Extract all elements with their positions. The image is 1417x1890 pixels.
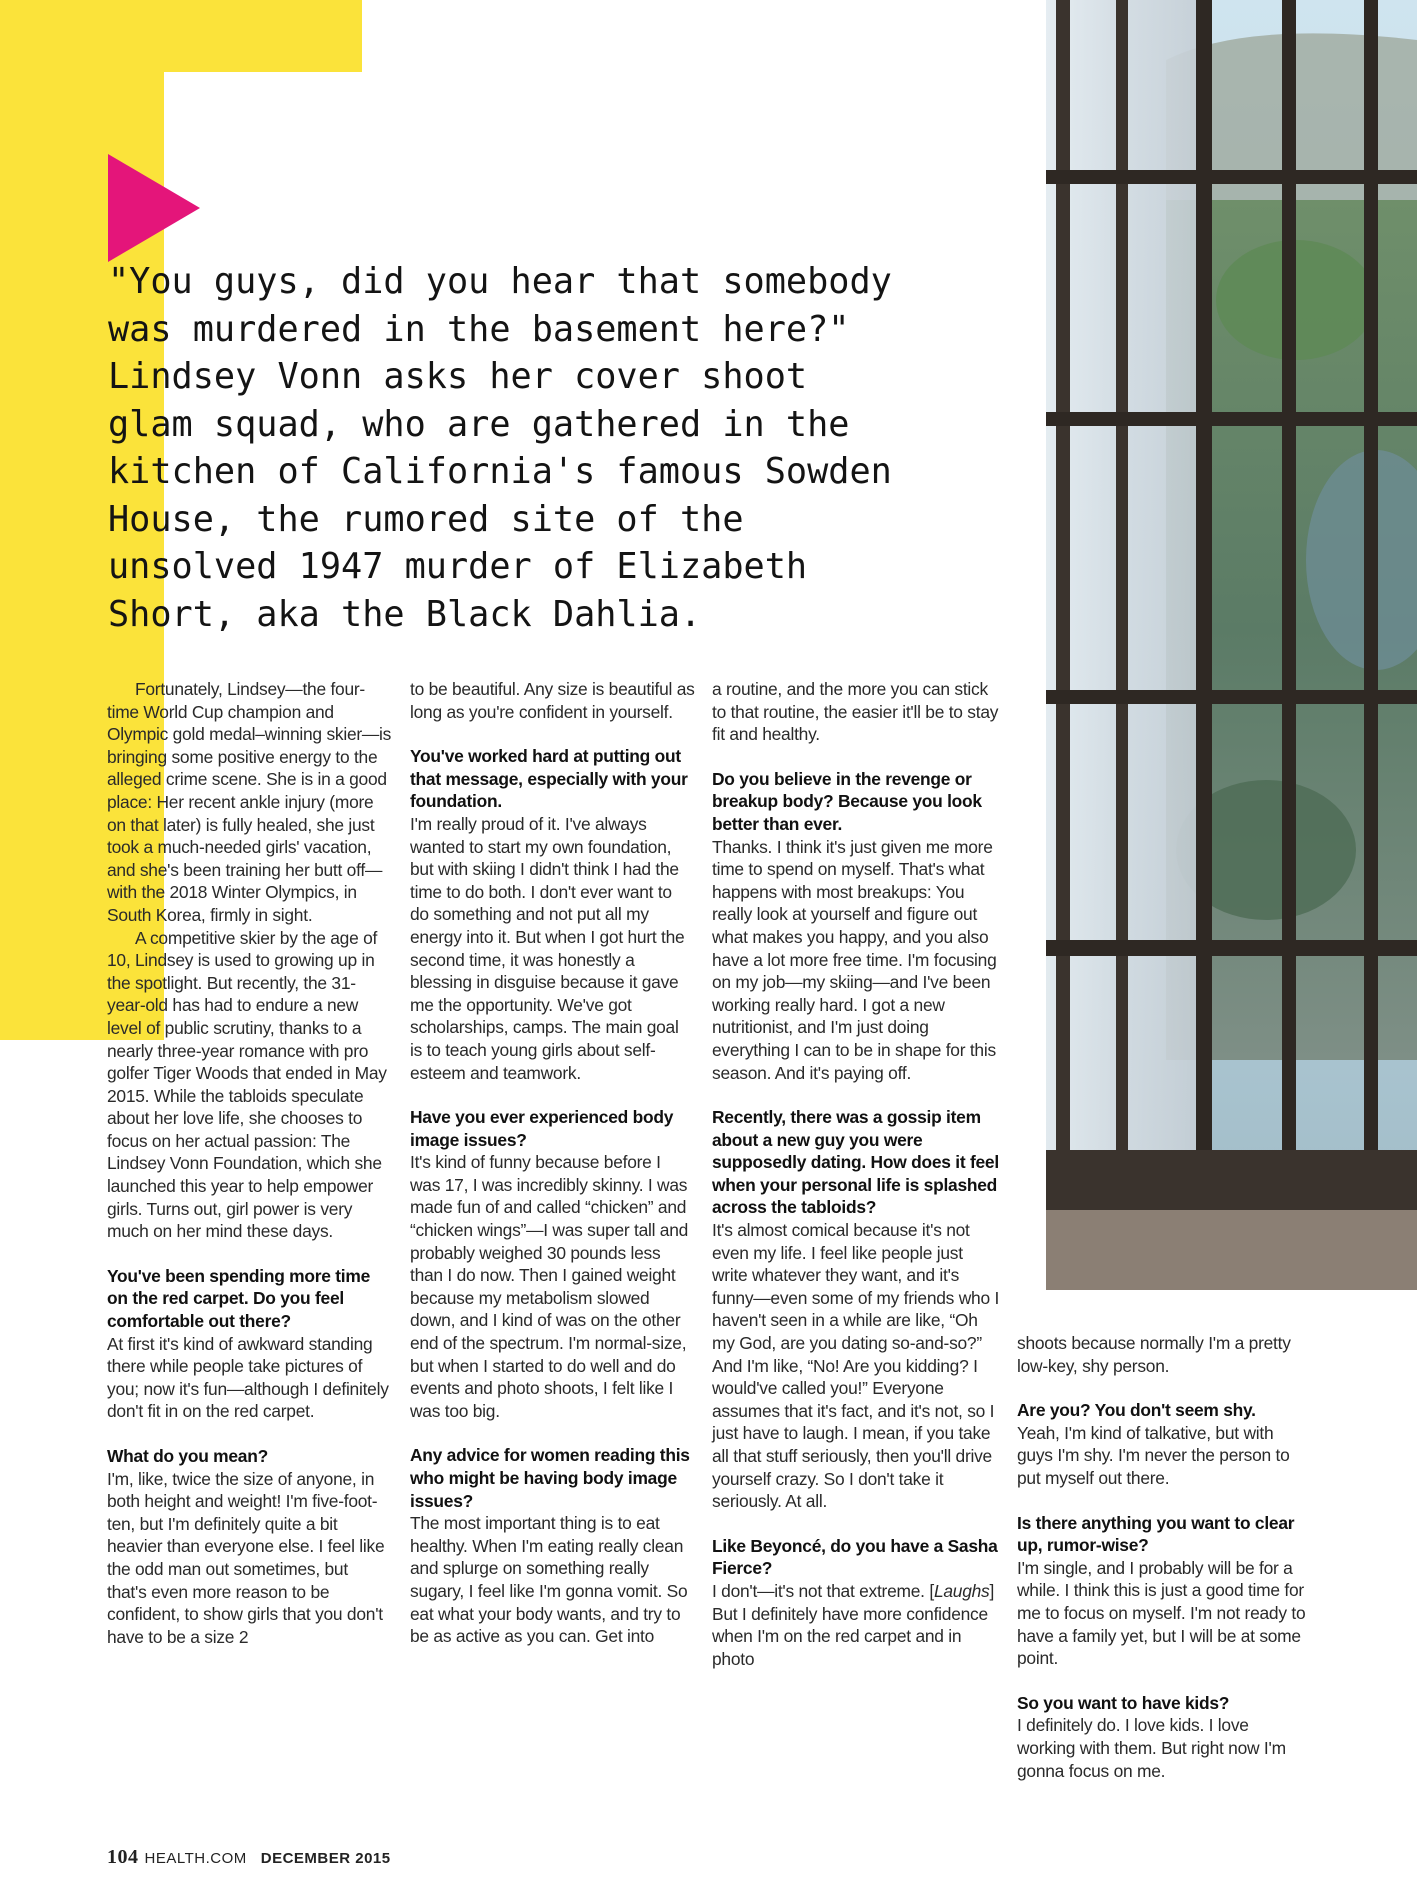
interview-question: What do you mean? bbox=[107, 1446, 268, 1466]
article-column-1 bbox=[107, 678, 392, 1648]
interview-question: Have you ever experienced body image issues? bbox=[410, 1107, 674, 1150]
folio bbox=[107, 1846, 391, 1869]
interview-answer: I'm really proud of it. I've always wanted to start my own foundation, but with skiing I didn't think I had the time to do both. I don't ever want to do something and not put all my energy into it. But when I got hurt the second time, it was honestly a blessing in disguise because it gave me the opportunity. We've got scholarships, camps. The main goal is to teach young girls about self-esteem and teamwork. bbox=[410, 813, 685, 1083]
answer-text: ] But I definitely have more confidence when I'm on the red carpet and in photo bbox=[712, 1580, 995, 1669]
play-arrow-icon bbox=[108, 154, 200, 262]
article-column-4 bbox=[1017, 1332, 1307, 1782]
interview-question: Are you? You don't seem shy. bbox=[1017, 1400, 1256, 1421]
interview-answer: to be beautiful. Any size is beautiful as long as you're confident in yourself. bbox=[410, 679, 695, 722]
interview-answer: Yeah, I'm kind of talkative, but with guys I'm shy. I'm never the person to put myself out there. bbox=[1017, 1422, 1290, 1488]
interview-question: Like Beyoncé, do you have a Sasha Fierce? bbox=[712, 1535, 998, 1579]
interview-answer: It's kind of funny because before I was 17, I was incredibly skinny. I was made fun of and called “chicken” and “chicken wings”—I was super tall and probably weighed 30 pounds less than I do now. Then I gained weight because my metabolism slowed down, and I kind of was on the other end of the spectrum. I'm normal-size, but when I started to do well and do events and photo shoots, I felt like I was too big. bbox=[410, 1152, 689, 1421]
interview-question: So you want to have kids? bbox=[1017, 1692, 1230, 1713]
body-paragraph: Fortunately, Lindsey—the four-time World Cup champion and Olympic gold medal–winning skier—is bringing some positive energy to the alleged crime scene. She is in a good place: Her recent ankle injury (more on that later) is fully healed, she just took a much-needed girls' vacation, and she's been training her butt off—with the 2018 Winter Olympics, in South Korea, firmly in sight. bbox=[107, 679, 392, 925]
interview-answer: I'm single, and I probably will be for a while. I think this is just a good time for me to focus on myself. I'm not ready to have a family yet, but I will be at some point. bbox=[1017, 1557, 1306, 1669]
body-paragraph: A competitive skier by the age of 10, Lindsey is used to growing up in the spotlight. But recently, the 31-year-old has had to endure a new level of public scrutiny, thanks to a nearly three-year romance with pro golfer Tiger Woods that ended in May 2015. While the tabloids speculate about her love life, she chooses to focus on her actual passion: The Lindsey Vonn Foundation, which she launched this year to help empower girls. Turns out, girl power is very much on her mind these days. bbox=[107, 927, 387, 1242]
site-name: HEALTH.COM bbox=[144, 1850, 247, 1867]
interview-answer bbox=[712, 1580, 1002, 1670]
interview-question: Is there anything you want to clear up, rumor-wise? bbox=[1017, 1512, 1295, 1556]
interview-answer: It's almost comical because it's not even my life. I feel like people just write whatever they want, and it's funny—even some of my friends who I haven't seen in a while are like, “Oh my God, are you dating so-and-so?” And I'm like, “No! Are you kidding? I would've called you!” Everyone assumes that it's fact, and it's not, so I just have to laugh. I mean, if you take all that stuff seriously, then you'll drive yourself crazy. So I don't take it seriously. At all. bbox=[712, 1220, 1000, 1512]
interview-question: Recently, there was a gossip item about a new guy you were supposedly dating. How does it feel when your personal life is splashed across the tabloids? bbox=[712, 1107, 999, 1218]
interview-question: Do you believe in the revenge or breakup body? Because you look better than ever. bbox=[712, 768, 982, 834]
interview-answer: Thanks. I think it's just given me more time to spend on myself. That's what happens with most breakups: You really look at yourself and figure out what makes you happy, and you also have a lot more free time. I'm focusing on my job—my skiing—and I've been working really hard. I got a new nutritionist, and I'm just doing everything I can to be in shape for this season. And it's paying off. bbox=[712, 836, 997, 1083]
article-column-2 bbox=[410, 678, 695, 1648]
answer-text: I don't—it's not that extreme. [ bbox=[712, 1580, 934, 1601]
issue-date: DECEMBER 2015 bbox=[260, 1850, 391, 1867]
interview-answer: I definitely do. I love kids. I love working with them. But right now I'm gonna focus on me. bbox=[1017, 1715, 1286, 1781]
pull-quote: "You guys, did you hear that somebody was murdered in the basement here?" Lindsey Vonn asks her cover shoot glam squad, who are gathered in the kitchen of California's famous Sowden House, the rumored site of the unsolved 1947 murder of Elizabeth Short, aka the Black Dahlia. bbox=[108, 261, 892, 635]
laughs-aside: Laughs bbox=[933, 1580, 990, 1601]
article-column-3 bbox=[712, 678, 1002, 1670]
interview-question: Any advice for women reading this who might be having body image issues? bbox=[410, 1445, 690, 1511]
interview-question: You've been spending more time on the red carpet. Do you feel comfortable out there? bbox=[107, 1265, 371, 1332]
interview-answer: At first it's kind of awkward standing there while people take pictures of you; now it's fun—although I definitely don't fit in on the red carpet. bbox=[107, 1333, 389, 1422]
window-photo bbox=[1046, 0, 1417, 1290]
page-number: 104 bbox=[107, 1846, 139, 1868]
interview-answer: shoots because normally I'm a pretty low-key, shy person. bbox=[1017, 1333, 1291, 1376]
interview-answer: a routine, and the more you can stick to that routine, the easier it'll be to stay fit and healthy. bbox=[712, 679, 999, 745]
interview-answer: I'm, like, twice the size of anyone, in both height and weight! I'm five-foot-ten, but I'm definitely quite a bit heavier than everyone else. I feel like the odd man out sometimes, but that's even more reason to be confident, to show girls that you don't have to be a size 2 bbox=[107, 1468, 385, 1647]
interview-answer: The most important thing is to eat healthy. When I'm eating really clean and splurge on something really sugary, I feel like I'm gonna vomit. So eat what your body wants, and try to be as active as you can. Get into bbox=[410, 1513, 688, 1647]
interview-question: You've worked hard at putting out that message, especially with your foundation. bbox=[410, 746, 688, 812]
